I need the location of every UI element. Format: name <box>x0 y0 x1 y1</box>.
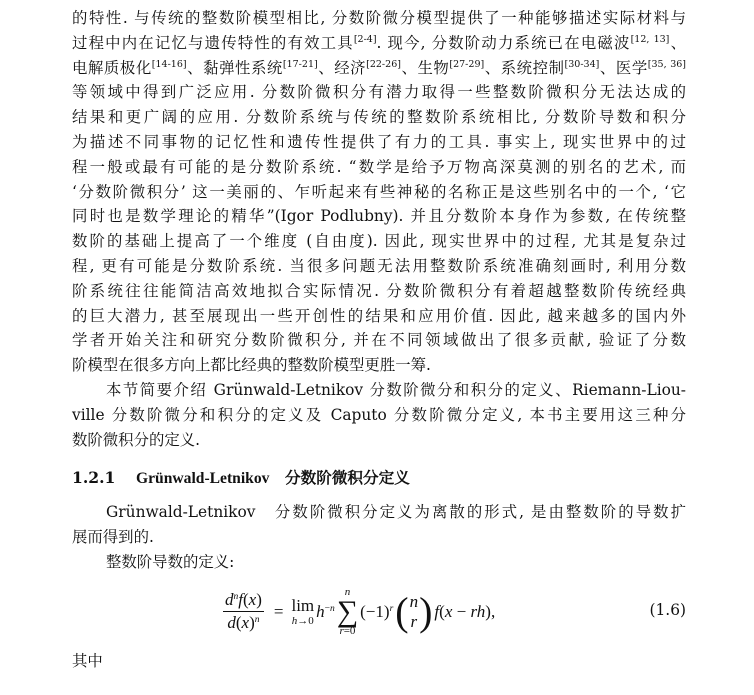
paragraph-gl-intro <box>72 500 686 550</box>
equation-number: (1.6) <box>649 600 686 619</box>
paragraph-where: 其中 <box>72 651 103 670</box>
citation: [22-26] <box>366 58 401 70</box>
citation: [12, 13] <box>630 33 670 45</box>
citation: [30-34] <box>564 58 600 70</box>
text-line: 数阶微积分的定义. <box>72 430 201 449</box>
derivative-fraction: $\frac{d^nf(x)}{d(x)^n}$ <box>225 590 262 633</box>
text-line: 为描述不同事物的记忆性和遗传性提供了有力的工具. 事实上, 现实世界中的过 <box>72 132 686 151</box>
text-line: 的特性. 与传统的整数阶模型相比, 分数阶微分模型提供了一种能够描述实际材料与 <box>72 9 686 27</box>
paragraph-intro <box>72 6 686 378</box>
section-title: Grünwald-Letnikov 分数阶微积分定义 <box>136 470 410 488</box>
equation-1-6 <box>72 579 686 645</box>
citation: [17-21] <box>282 58 318 70</box>
section-number: 1.2.1 <box>72 468 116 488</box>
text-line: 学者开始关注和研究分数阶微积分, 并在不同领域做出了很多贡献, 验证了分数 <box>72 331 686 350</box>
text-column <box>72 6 686 674</box>
text-line: 等领域中得到广泛应用. 分数阶微积分有潜力取得一些整数阶微积分无法达成的 <box>72 83 686 102</box>
text-line: 程一般或最有可能的是分数阶系统. “数学是给予万物高深莫测的别名的艺术, 而 <box>72 157 686 176</box>
section-heading <box>72 466 686 490</box>
text-line: 阶模型在很多方向上都比经典的整数阶模型更胜一筹. <box>72 356 431 375</box>
binomial-coefficient: ( n r ) <box>395 588 433 634</box>
citation: [14-16] <box>151 58 187 70</box>
paragraph-definitions-overview <box>72 378 686 452</box>
text-line: 程, 更有可能是分数阶系统. 当很多问题无法用整数阶系统准确刻画时, 利用分数 <box>72 256 686 275</box>
limit-operator: lim h→0 <box>291 595 315 627</box>
text-line: 阶系统往往能简洁高效地拟合实际情况. 分数阶微积分有着超越整数阶传统经典 <box>72 281 686 300</box>
text-line: ‘分数阶微积分’ 这一美丽的、乍听起来有些神秘的名称正是这些别名中的一个, ‘它 <box>72 182 686 201</box>
text-line: 电解质极化[14-16]、黏弹性系统[17-21]、经济[22-26]、生物[27-29]、系统控制[30-34]、医学[35, 36] <box>72 58 686 77</box>
summation-operator: n ∑ r=0 <box>336 585 359 637</box>
text-line: 的巨大潜力, 甚至展现出一些开创性的结果和应用价值. 因此, 越来越多的国内外 <box>72 306 686 325</box>
text-line: ville 分数阶微分和积分的定义及 Caputo 分数阶微分定义, 本书主要用这三种分 <box>72 405 686 424</box>
citation: [27-29] <box>449 58 485 70</box>
text-line: 展而得到的. <box>72 528 154 547</box>
paragraph-integer-derivative: 整数阶导数的定义: <box>106 552 235 571</box>
text-line: 同时也是数学理论的精华”(Igor Podlubny). 并且分数阶本身作为参数, 在传统整 <box>72 207 686 226</box>
text-line: 本节简要介绍 Grünwald-Letnikov 分数阶微分和积分的定义、Riemann-Liou- <box>106 380 686 399</box>
equation-body: $\frac{d^nf(x)}{d(x)^n}$ = lim h→0 $h^{-n}$ n ∑ r=0 $(-1)^r$ ( n r ) f(x − rh), <box>225 585 496 637</box>
text-line: Grünwald-Letnikov 分数阶微积分定义为离散的形式, 是由整数阶的导数扩 <box>106 503 686 522</box>
citation: [2-4] <box>353 33 377 45</box>
citation: [35, 36] <box>647 58 686 70</box>
text-line: 数阶的基础上提高了一个维度 (自由度). 因此, 现实世界中的过程, 尤其是复杂过 <box>72 232 686 251</box>
text-line: 过程中内在记忆与遗传特性的有效工具[2-4]. 现今, 分数阶动力系统已在电磁波[12, 13]、 <box>72 33 686 52</box>
text-line: 结果和更广阔的应用. 分数阶系统与传统的整数阶系统相比, 分数阶导数和积分 <box>72 108 686 127</box>
